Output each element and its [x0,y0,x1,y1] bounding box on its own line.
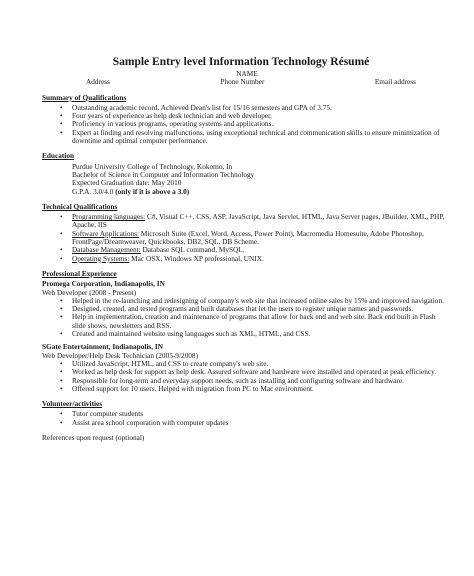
education-section [42,152,446,195]
list-item: • Four years of experience as help desk technician and web developer. [60,112,446,120]
contact-email: Email address [374,77,416,87]
volunteer-section [42,400,446,427]
job-company: Promega Corporation, Indianapolis, IN [42,279,165,289]
list-item: • Utilized JavaScript, HTML, and CSS to create company's web site. [60,360,446,368]
resume-title: Sample Entry level Information Technology Résumé [112,56,370,68]
list-item [60,255,446,263]
education-degree: Bachelor of Science in Computer and Information Technology [72,169,255,179]
summary-section [42,94,446,146]
list-item: • Expert at finding and resolving malfunctions, using exceptional technical and communication skills to ensure minimization of downtime and optimal computer performance. [60,129,446,146]
list-item: • Created and maintained website using languages such as XML, HTML, and CSS. [60,330,446,338]
volunteer-heading: Volunteer/activities [42,399,103,409]
list-item: • Designed, created, and tested programs and built databases that let the users to register unique names and passwords. [60,305,446,313]
education-graduation: Expected Graduation date: May 2010 [72,178,182,188]
job-list [42,360,446,393]
technical-label: Software Applications: [72,228,140,238]
list-item: • Outstanding academic record. Achieved Dean's list for 15/16 semesters and GPA of 3.75. [60,104,446,112]
list-item: • Worked as help desk for support as help desk. Assured software and hardware were installed and operated at peak efficiency. [60,368,446,376]
list-item [60,213,446,230]
list-item: • Helped in the re-launching and redesigning of company's web site that increased online sales by 15% and improved navigation. [60,297,446,305]
references-note: References upon request (optional) [42,432,145,442]
job-role: Web Developer (2008 - Present) [42,287,137,297]
summary-list [42,104,446,145]
list-item: • Tutor computer students [60,410,446,418]
contact-phone: Phone Number [220,77,265,87]
technical-section [42,203,446,263]
contact-address: Address [86,77,110,87]
technical-text: Database SQL command, MySQL. [140,245,245,255]
education-details [42,163,446,196]
contact-row [42,78,446,86]
education-gpa: G.P.A. 3.0/4.0 [72,186,114,196]
job-company: SGate Entertainment, Indianapolis, IN [42,342,164,352]
list-item [60,230,446,247]
technical-label: Operating Systems: [72,253,130,263]
summary-heading: Summary of Qualifications [42,92,127,102]
job-list [42,297,446,338]
education-gpa-note: (only if it is above a 3.0) [115,186,190,196]
technical-label: Programming languages: [72,212,146,222]
education-school: Purdue University College of Technology, Kokomo, In [72,161,233,171]
technical-text: C#, Visual C++, CSS, ASP, JavaScript, Java Servlet, HTML, Java Server pages, JBuilder, XML, PHP, Apache, IIS [72,212,445,230]
technical-heading: Technical Qualifications [42,201,118,211]
education-heading: Education [42,151,75,161]
volunteer-list [42,410,446,427]
technical-label: Database Management: [72,245,141,255]
job-role: Web Developer/Help Desk Technician (2005-9/2008) [42,350,199,360]
technical-list [42,213,446,263]
technical-text: Microsoft Suite (Excel, Word, Access, Power Point), Macromedia Homesuite, Adobe Photoshop, FrontPage/Dreamweaver, Quickbooks, DB2, SQL, DB Scheme. [72,228,424,247]
list-item: • Proficiency in various programs, operating systems and applications. [60,120,446,128]
list-item: • Responsible for long-term and everyday support needs, such as installing and configuring software and hardware. [60,377,446,385]
list-item: • Help in implementation, creation and maintenance of programs that allow for back end and web site. Back end built in Flash slide shows, newsletters and RSS. [60,313,446,330]
contact-name: NAME [236,69,258,78]
technical-text: Mac OSX, Windows XP professional, UNIX. [129,253,264,263]
experience-section [42,270,446,393]
list-item: • Offered support for 10 users. Helped with migration from PC to Mac environment. [60,385,446,393]
experience-heading: Professional Experience [42,268,117,278]
list-item: • Assist area school corporation with computer updates [60,419,446,427]
education-gpa-line [72,188,446,196]
